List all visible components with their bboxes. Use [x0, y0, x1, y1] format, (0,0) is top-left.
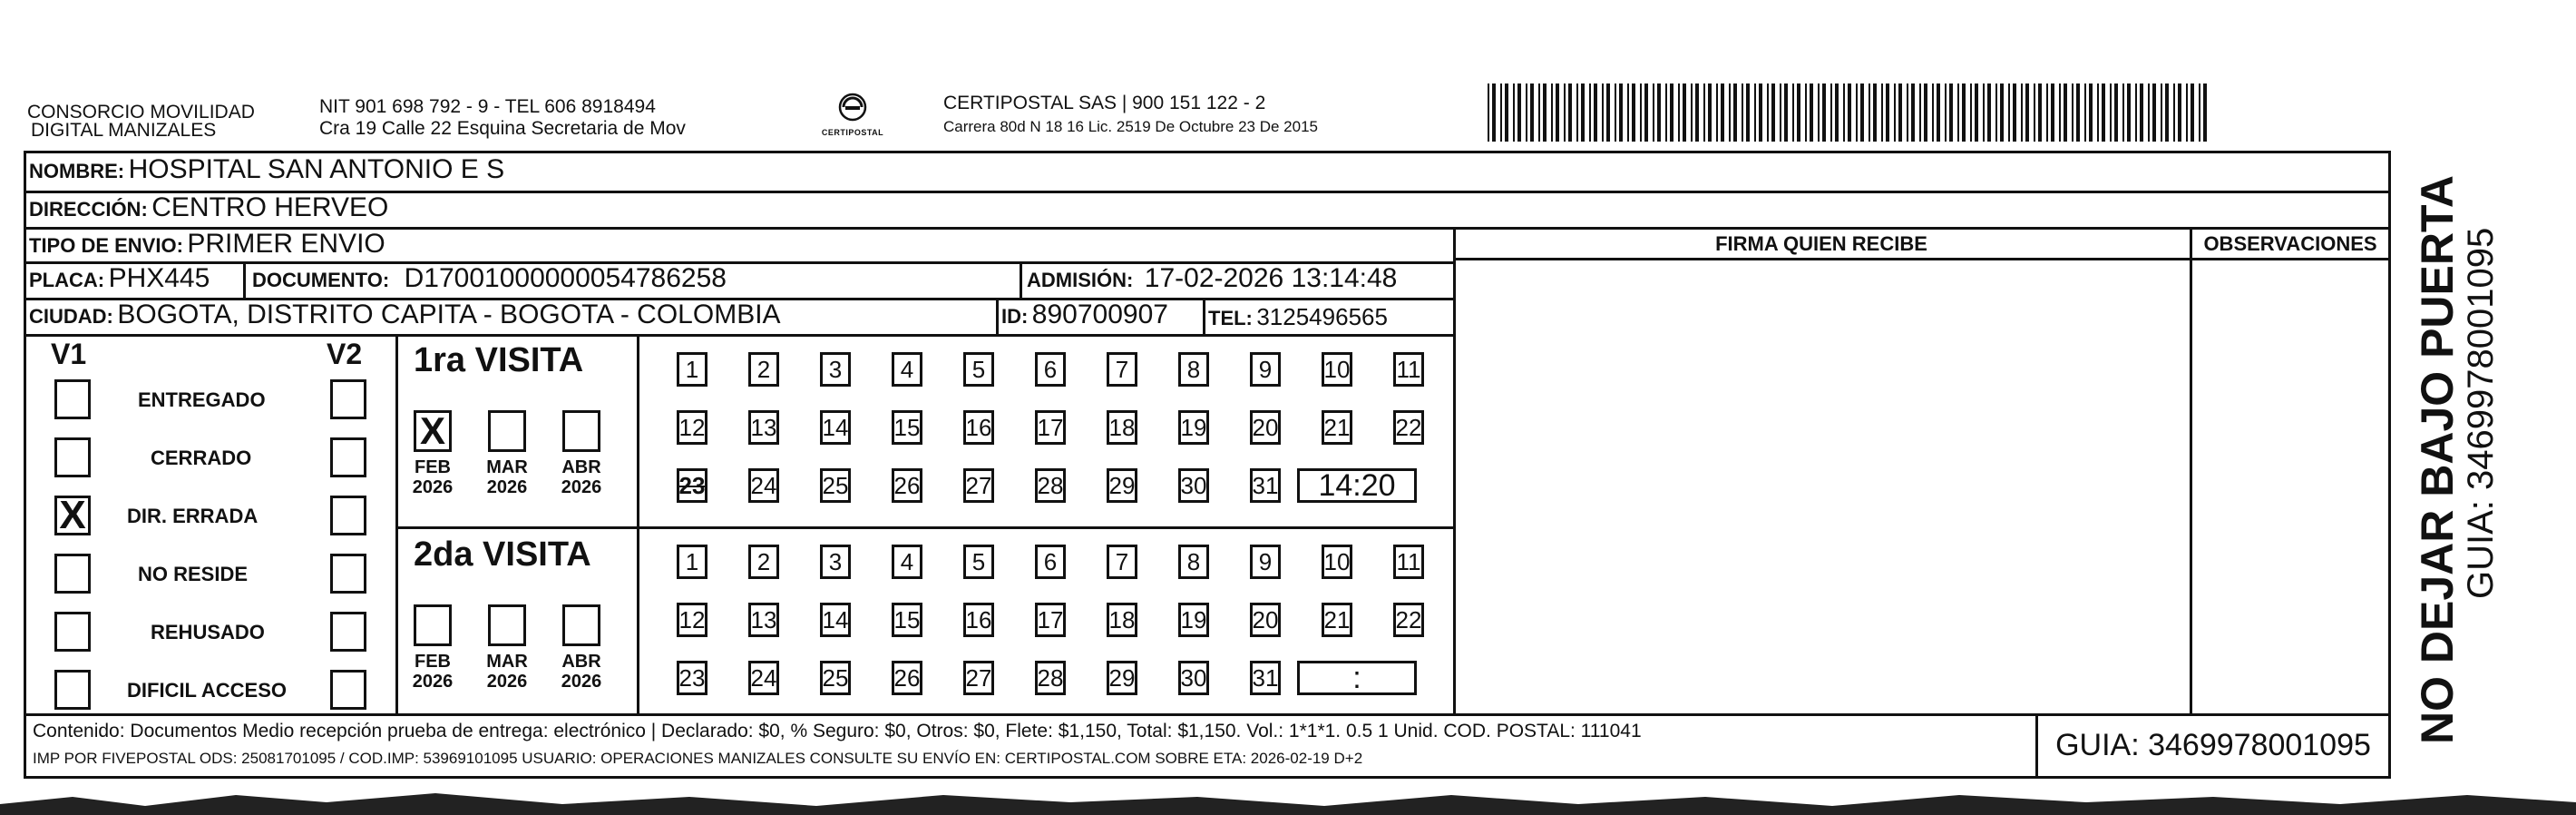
tel-value: 3125496565 [1256, 303, 1388, 330]
v2-checkbox-0[interactable] [330, 379, 366, 419]
first-visit-day-box[interactable]: 4 [892, 352, 922, 387]
barcode-bar [1860, 83, 1864, 142]
barcode-bar [1957, 83, 1959, 142]
barcode-bar [1924, 83, 1927, 142]
barcode-bar [1784, 83, 1788, 142]
barcode-bar [1932, 83, 1934, 142]
v1-checkbox-3[interactable] [54, 554, 91, 594]
v1-checkbox-4[interactable] [54, 612, 91, 652]
barcode-bar [1767, 83, 1769, 142]
barcode-bar [1543, 83, 1547, 142]
barcode-bar [2140, 83, 2143, 142]
barcode-bar [2000, 83, 2004, 142]
barcode-bar [1644, 83, 1648, 142]
barcode-bar [2148, 83, 2150, 142]
barcode-bar [2152, 83, 2156, 142]
first-visit-month-label [482, 457, 532, 497]
v1-checkbox-5[interactable] [54, 670, 91, 710]
barcode-bar [1606, 83, 1610, 142]
barcode-bar [2072, 83, 2073, 142]
barcode-bar [1670, 83, 1673, 142]
barcode-bar [2199, 83, 2200, 142]
barcode-bar [1488, 83, 1489, 142]
firma-label: FIRMA QUIEN RECIBE [1715, 232, 1927, 255]
certipostal-logo [821, 91, 884, 137]
barcode-bar [1742, 83, 1743, 142]
barcode-bar [1907, 83, 1908, 142]
direccion-value: CENTRO HERVEO [151, 192, 389, 222]
month-year: 2026 [561, 477, 602, 497]
barcode-bar [1627, 83, 1629, 142]
second-visit-month-checkbox[interactable] [488, 604, 526, 646]
month-name: ABR [561, 652, 601, 672]
barcode-bar [1492, 83, 1496, 142]
month-name: ABR [561, 457, 601, 477]
v2-checkbox-3[interactable] [330, 554, 366, 594]
documento-value: D17001000000054786258 [404, 263, 727, 293]
second-visit-day-box[interactable]: 11 [1393, 545, 1424, 579]
v2-checkbox-2[interactable] [330, 496, 366, 535]
company-name-line2: DIGITAL MANIZALES [31, 120, 217, 141]
admision-row [1027, 263, 1397, 294]
second-visit-day-box[interactable]: 19 [1178, 603, 1209, 637]
barcode-bar [2051, 83, 2054, 142]
barcode-bar [1505, 83, 1508, 142]
first-visit-day-box[interactable]: 30 [1178, 468, 1209, 503]
tipo-envio-row [29, 229, 385, 260]
v2-checkbox-5[interactable] [330, 670, 366, 710]
barcode-bar [1733, 83, 1737, 142]
month-year: 2026 [412, 477, 454, 497]
barcode-bar [2025, 83, 2029, 142]
first-visit-day-box[interactable]: 5 [963, 352, 994, 387]
v1-label: V1 [51, 338, 87, 370]
id-row [1001, 299, 1168, 330]
month-year: 2026 [412, 672, 454, 692]
barcode-bar [1530, 83, 1534, 142]
first-visit-day-box[interactable]: 12 [677, 410, 707, 445]
barcode-bar [1640, 83, 1642, 142]
second-visit-day-box[interactable]: 27 [963, 661, 994, 695]
reason-label: REHUSADO [151, 621, 265, 643]
barcode-bar [1500, 83, 1502, 142]
first-visit-month-checkbox[interactable] [562, 410, 600, 452]
barcode-bar [2021, 83, 2023, 142]
barcode-bar [1945, 83, 1947, 142]
barcode-bar [2173, 83, 2175, 142]
barcode-bar [2122, 83, 2124, 142]
second-visit-day-box[interactable]: 22 [1393, 603, 1424, 637]
second-visit-day-box[interactable]: 1 [677, 545, 707, 579]
nombre-value: HOSPITAL SAN ANTONIO E S [128, 154, 505, 184]
second-visit-day-box[interactable]: 16 [963, 603, 994, 637]
barcode-bar [2203, 83, 2207, 142]
barcode-bar [1517, 83, 1521, 142]
company-address: Cra 19 Calle 22 Esquina Secretaria de Mov [319, 118, 686, 139]
barcode-bar [1513, 83, 1515, 142]
second-visit-day-box[interactable]: 12 [677, 603, 707, 637]
second-visit-day-box[interactable]: 31 [1250, 661, 1281, 695]
barcode-bar [1538, 83, 1540, 142]
first-visit-day-box[interactable]: 24 [748, 468, 779, 503]
second-visit-month-checkbox[interactable] [414, 604, 452, 646]
second-visit-day-box[interactable]: 10 [1322, 545, 1352, 579]
barcode-bar [1716, 83, 1718, 142]
month-year: 2026 [561, 672, 602, 692]
ciudad-value: BOGOTA, DISTRITO CAPITA - BOGOTA - COLOMBIA [117, 299, 781, 329]
v1-checkbox-0[interactable] [54, 379, 91, 419]
barcode-bar [1830, 83, 1832, 142]
barcode-bar [1848, 83, 1851, 142]
barcode-bar [1937, 83, 1940, 142]
barcode-bar [1987, 83, 1991, 142]
barcode-bar [1962, 83, 1966, 142]
barcode-bar [1995, 83, 1997, 142]
barcode-bar [1568, 83, 1572, 142]
first-visit-day-box[interactable]: 7 [1107, 352, 1137, 387]
second-visit-day-box[interactable]: 9 [1250, 545, 1281, 579]
barcode-bar [2178, 83, 2181, 142]
observaciones-label: OBSERVACIONES [2203, 232, 2377, 255]
second-visit-day-box[interactable]: 5 [963, 545, 994, 579]
barcode-bar [1898, 83, 1902, 142]
month-name: MAR [486, 457, 528, 477]
company-name-line1: CONSORCIO MOVILIDAD [27, 102, 255, 123]
barcode-bar [1873, 83, 1877, 142]
barcode-bar [2161, 83, 2162, 142]
barcode-bar [1703, 83, 1705, 142]
barcode-bar [1911, 83, 1915, 142]
first-visit-day-box[interactable]: 9 [1250, 352, 1281, 387]
first-visit-month-label [556, 457, 607, 497]
barcode-bar [1691, 83, 1693, 142]
second-visit-day-box[interactable]: 6 [1035, 545, 1066, 579]
first-visit-day-box[interactable]: 22 [1393, 410, 1424, 445]
ciudad-row [29, 299, 781, 330]
barcode-bar [1822, 83, 1826, 142]
reason-label: DIR. ERRADA [127, 505, 259, 527]
second-visit-label: 2da VISITA [414, 535, 591, 574]
barcode-bar [1653, 83, 1654, 142]
barcode-bar [1551, 83, 1553, 142]
reason-label: ENTREGADO [138, 388, 266, 411]
first-visit-day-box[interactable]: 26 [892, 468, 922, 503]
barcode-bar [1615, 83, 1616, 142]
barcode-bar [1746, 83, 1750, 142]
barcode-bar [1602, 83, 1604, 142]
v1-check-mark: X [59, 493, 86, 537]
second-visit-day-box[interactable]: 30 [1178, 661, 1209, 695]
side-text [2413, 175, 2500, 744]
first-visit-day-box[interactable]: 13 [748, 410, 779, 445]
barcode-bar [1792, 83, 1794, 142]
first-visit-day-box[interactable]: 16 [963, 410, 994, 445]
barcode-bar [1818, 83, 1820, 142]
second-visit-time-box[interactable]: : [1297, 661, 1417, 695]
barcode-bar [1894, 83, 1896, 142]
second-visit-day-box[interactable]: 25 [820, 661, 851, 695]
barcode-bar [1665, 83, 1667, 142]
barcode-bar [1780, 83, 1781, 142]
barcode-bar [2097, 83, 2099, 142]
documento-label: DOCUMENTO: [252, 269, 390, 291]
first-visit-month-checkbox[interactable] [488, 410, 526, 452]
second-visit-day-box[interactable]: 17 [1035, 603, 1066, 637]
v1-checkbox-1[interactable] [54, 437, 91, 477]
barcode-bar [1919, 83, 1921, 142]
second-visit-day-box[interactable]: 20 [1250, 603, 1281, 637]
reason-label: DIFICIL ACCESO [127, 679, 288, 702]
first-visit-label: 1ra VISITA [414, 341, 584, 379]
second-visit-day-box[interactable]: 18 [1107, 603, 1137, 637]
first-visit-day-box[interactable]: 11 [1393, 352, 1424, 387]
barcode-bar [1589, 83, 1591, 142]
barcode-bar [2114, 83, 2118, 142]
first-visit-day-box[interactable]: 31 [1250, 468, 1281, 503]
barcode-bar [2127, 83, 2131, 142]
tel-row [1208, 303, 1388, 331]
carrier-address: Carrera 80d N 18 16 Lic. 2519 De Octubre 23 De 2015 [943, 118, 1318, 135]
first-visit-day-box[interactable]: 23 [677, 468, 707, 503]
second-visit-day-box[interactable]: 13 [748, 603, 779, 637]
second-visit-day-box[interactable]: 15 [892, 603, 922, 637]
barcode-bar [1843, 83, 1845, 142]
barcode-bar [1678, 83, 1680, 142]
first-visit-day-box[interactable]: 27 [963, 468, 994, 503]
second-visit-month-label [482, 652, 532, 692]
contenido-line: Contenido: Documentos Medio recepción prueba de entrega: electrónico | Declarado: $0, % Seguro: $0, Otros: $0, Flete: $1,150, Total: $1,150. Vol.: 1*1*1. 0.5 1 Unid. COD. POSTAL: 111041 [33, 721, 1642, 741]
barcode-bar [1975, 83, 1978, 142]
barcode-bar [1869, 83, 1870, 142]
barcode-bar [1526, 83, 1527, 142]
tipo-envio-value: PRIMER ENVIO [187, 229, 385, 259]
month-year: 2026 [486, 672, 528, 692]
imp-line: IMP POR FIVEPOSTAL ODS: 25081701095 / COD.IMP: 53969101095 USUARIO: OPERACIONES MANIZALES CONSULTE SU ENVÍO EN: CERTIPOSTAL.COM SOBRE ETA: 2026-02-19 D+2 [33, 750, 1363, 767]
barcode-bar [2038, 83, 2042, 142]
direccion-row [29, 192, 388, 223]
month-name: FEB [415, 652, 451, 672]
direccion-label: DIRECCIÓN: [29, 198, 148, 221]
first-visit-day-box[interactable]: 28 [1035, 468, 1066, 503]
v2-label: V2 [327, 338, 363, 370]
barcode-bar [2089, 83, 2093, 142]
first-visit-day-box[interactable]: 15 [892, 410, 922, 445]
barcode-bar [1576, 83, 1578, 142]
first-visit-month-checkbox[interactable] [414, 410, 452, 452]
barcode-bar [1797, 83, 1800, 142]
certipostal-logo-icon [834, 91, 871, 123]
barcode-bar [2046, 83, 2048, 142]
first-visit-day-box[interactable]: 14 [820, 410, 851, 445]
observations-area[interactable] [2193, 261, 2387, 710]
reason-label: NO RESIDE [138, 563, 249, 585]
second-visit-day-box[interactable]: 21 [1322, 603, 1352, 637]
barcode-bar [2013, 83, 2016, 142]
placa-label: PLACA: [29, 269, 105, 291]
barcode-bar [1886, 83, 1889, 142]
barcode [1488, 83, 2213, 142]
barcode-bar [1835, 83, 1839, 142]
barcode-bar [1754, 83, 1756, 142]
first-visit-day-box[interactable]: 1 [677, 352, 707, 387]
first-visit-time-box[interactable]: 14:20 [1297, 468, 1417, 503]
first-visit-day-box[interactable]: 21 [1322, 410, 1352, 445]
first-visit-day-box[interactable]: 20 [1250, 410, 1281, 445]
v2-checkbox-4[interactable] [330, 612, 366, 652]
month-check-mark: X [419, 409, 445, 452]
second-visit-day-box[interactable]: 23 [677, 661, 707, 695]
second-visit-day-box[interactable]: 14 [820, 603, 851, 637]
nombre-label: NOMBRE: [29, 160, 125, 182]
barcode-bar [1619, 83, 1623, 142]
barcode-bar [1657, 83, 1661, 142]
barcode-bar [1556, 83, 1559, 142]
side-guia: GUIA: 3469978001095 [2461, 227, 2501, 599]
first-visit-month-label [407, 457, 458, 497]
barcode-bar [2191, 83, 2194, 142]
admision-label: ADMISIÓN: [1027, 269, 1134, 291]
barcode-bar [1983, 83, 1985, 142]
documento-row [252, 263, 727, 294]
barcode-bar [1708, 83, 1712, 142]
first-visit-day-box[interactable]: 17 [1035, 410, 1066, 445]
id-label: ID: [1001, 305, 1029, 328]
barcode-bar [1771, 83, 1775, 142]
second-visit-day-box[interactable]: 24 [748, 661, 779, 695]
second-visit-day-box[interactable]: 7 [1107, 545, 1137, 579]
ciudad-label: CIUDAD: [29, 305, 113, 328]
barcode-bar [2165, 83, 2169, 142]
barcode-bar [1721, 83, 1724, 142]
barcode-bar [1949, 83, 1953, 142]
month-name: MAR [486, 652, 528, 672]
month-name: FEB [415, 457, 451, 477]
barcode-bar [2076, 83, 2080, 142]
barcode-bar [1683, 83, 1686, 142]
barcode-bar [2084, 83, 2086, 142]
barcode-bar [1970, 83, 1972, 142]
barcode-bar [2008, 83, 2010, 142]
barcode-bar [1805, 83, 1807, 142]
barcode-bar [1564, 83, 1566, 142]
torn-edge [0, 786, 2576, 815]
carrier-name: CERTIPOSTAL SAS | 900 151 122 - 2 [943, 93, 1266, 113]
logo-text: CERTIPOSTAL [821, 128, 884, 137]
second-visit-month-label [556, 652, 607, 692]
first-visit-day-box[interactable]: 10 [1322, 352, 1352, 387]
v2-checkbox-1[interactable] [330, 437, 366, 477]
second-visit-day-box[interactable]: 29 [1107, 661, 1137, 695]
second-visit-month-label [407, 652, 458, 692]
barcode-bar [1759, 83, 1762, 142]
second-visit-day-box[interactable]: 8 [1178, 545, 1209, 579]
tipo-envio-label: TIPO DE ENVIO: [29, 234, 183, 257]
second-visit-day-box[interactable]: 26 [892, 661, 922, 695]
footer-guia: GUIA: 3469978001095 [2055, 728, 2371, 762]
placa-row [29, 263, 210, 294]
barcode-bar [2102, 83, 2105, 142]
second-visit-day-box[interactable]: 3 [820, 545, 851, 579]
barcode-bar [1729, 83, 1731, 142]
month-year: 2026 [486, 477, 528, 497]
reason-label: CERRADO [151, 447, 252, 469]
barcode-bar [1632, 83, 1635, 142]
first-visit-day-box[interactable]: 25 [820, 468, 851, 503]
second-visit-month-checkbox[interactable] [562, 604, 600, 646]
first-visit-day-box[interactable]: 2 [748, 352, 779, 387]
barcode-bar [2064, 83, 2067, 142]
barcode-bar [1810, 83, 1813, 142]
barcode-bar [2110, 83, 2112, 142]
barcode-bar [1581, 83, 1585, 142]
barcode-bar [2186, 83, 2188, 142]
second-visit-day-box[interactable]: 2 [748, 545, 779, 579]
first-visit-day-box[interactable]: 19 [1178, 410, 1209, 445]
barcode-bar [2059, 83, 2061, 142]
nombre-row [29, 154, 504, 185]
v1-checkbox-2[interactable] [54, 493, 91, 537]
no-dejar-warning: NO DEJAR BAJO PUERTA [2412, 175, 2463, 744]
barcode-bar [1881, 83, 1883, 142]
placa-value: PHX445 [108, 263, 210, 293]
barcode-bar [1594, 83, 1597, 142]
barcode-bar [1695, 83, 1699, 142]
id-value: 890700907 [1031, 299, 1168, 329]
admision-value: 17-02-2026 13:14:48 [1144, 263, 1398, 293]
second-visit-day-box[interactable]: 4 [892, 545, 922, 579]
signature-area[interactable] [1457, 261, 2186, 710]
first-visit-day-box[interactable]: 3 [820, 352, 851, 387]
first-visit-day-box[interactable]: 6 [1035, 352, 1066, 387]
barcode-bar [1856, 83, 1858, 142]
barcode-bar [2135, 83, 2137, 142]
second-visit-day-box[interactable]: 28 [1035, 661, 1066, 695]
barcode-bar [2034, 83, 2035, 142]
first-visit-day-box[interactable]: 29 [1107, 468, 1137, 503]
first-visit-day-box[interactable]: 8 [1178, 352, 1209, 387]
company-nit: NIT 901 698 792 - 9 - TEL 606 8918494 [319, 96, 656, 117]
first-visit-day-box[interactable]: 18 [1107, 410, 1137, 445]
tel-label: TEL: [1208, 307, 1253, 329]
